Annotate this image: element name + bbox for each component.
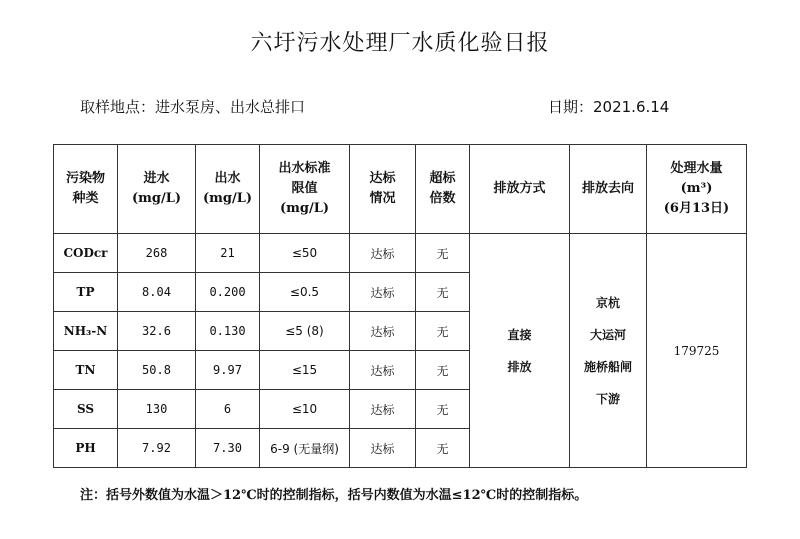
header-line: 超标 [429,171,456,186]
header-line: (mg/L) [131,191,182,206]
header-line: 进水 [143,171,170,186]
status-cell: 达标 [350,234,416,273]
influent-cell: 7.92 [118,429,196,468]
limit-cell: ≤50 [260,234,350,273]
discharge-dest-line: 下游 [595,391,620,406]
header-line: (mg/L) [279,201,330,216]
influent-cell: 32.6 [118,312,196,351]
pollutant-cell: PH [54,429,118,468]
header-line: 出水标准 [278,161,331,176]
influent-cell: 50.8 [118,351,196,390]
discharge-method-line: 直接 [507,327,532,342]
discharge-method-line: 排放 [507,359,532,374]
header-line: 达标 [369,171,396,186]
discharge-dest-line: 京杭 [595,295,620,310]
status-cell: 达标 [350,312,416,351]
limit-cell: 6-9 (无量纲) [260,429,350,468]
header-discharge-method: 排放方式 [470,145,570,234]
effluent-cell: 9.97 [196,351,260,390]
status-cell: 达标 [350,429,416,468]
limit-cell: ≤0.5 [260,273,350,312]
discharge-method-cell [470,234,570,468]
header-line: 限值 [291,181,318,196]
exceed-cell: 无 [416,351,470,390]
header-pollutant [54,145,118,234]
header-line: (mg/L) [202,191,253,206]
pollutant-cell: TP [54,273,118,312]
header-row [54,145,747,234]
status-cell: 达标 [350,351,416,390]
effluent-cell: 0.130 [196,312,260,351]
influent-cell: 268 [118,234,196,273]
influent-cell: 130 [118,390,196,429]
exceed-cell: 无 [416,273,470,312]
header-discharge-dest: 排放去向 [570,145,647,234]
pollutant-cell: NH₃-N [54,312,118,351]
header-line: 种类 [72,191,99,206]
sampling-location: 取样地点：进水泵房、出水总排口 [80,98,306,116]
discharge-dest-line: 施桥船闸 [583,359,632,374]
water-quality-table [53,144,747,468]
exceed-cell: 无 [416,429,470,468]
header-volume [647,145,747,234]
exceed-cell: 无 [416,312,470,351]
pollutant-cell: TN [54,351,118,390]
status-cell: 达标 [350,390,416,429]
pollutant-cell: SS [54,390,118,429]
header-limit [260,145,350,234]
limit-cell: ≤15 [260,351,350,390]
header-effluent [196,145,260,234]
header-line: 出水 [214,171,241,186]
limit-cell: ≤5 (8) [260,312,350,351]
header-exceed [416,145,470,234]
effluent-cell: 0.200 [196,273,260,312]
report-date: 日期：2021.6.14 [548,98,670,116]
discharge-dest-cell [570,234,647,468]
header-line: 处理水量 [670,161,723,176]
limit-cell: ≤10 [260,390,350,429]
discharge-dest-line: 大运河 [589,327,626,342]
volume-cell: 179725 [647,234,747,468]
influent-cell: 8.04 [118,273,196,312]
header-line: (6月13日) [663,201,730,216]
header-influent [118,145,196,234]
header-line: 污染物 [65,171,105,186]
report-title: 六圩污水处理厂水质化验日报 [250,31,550,56]
header-line: 倍数 [429,191,456,206]
exceed-cell: 无 [416,390,470,429]
table-row [54,234,747,273]
status-cell: 达标 [350,273,416,312]
effluent-cell: 7.30 [196,429,260,468]
header-line: (m³) [680,181,713,196]
effluent-cell: 21 [196,234,260,273]
footnote: 注：括号外数值为水温＞12℃时的控制指标，括号内数值为水温≤12℃时的控制指标。 [80,488,588,503]
pollutant-cell: CODcr [54,234,118,273]
header-line: 情况 [369,191,396,206]
header-compliance [350,145,416,234]
effluent-cell: 6 [196,390,260,429]
exceed-cell: 无 [416,234,470,273]
